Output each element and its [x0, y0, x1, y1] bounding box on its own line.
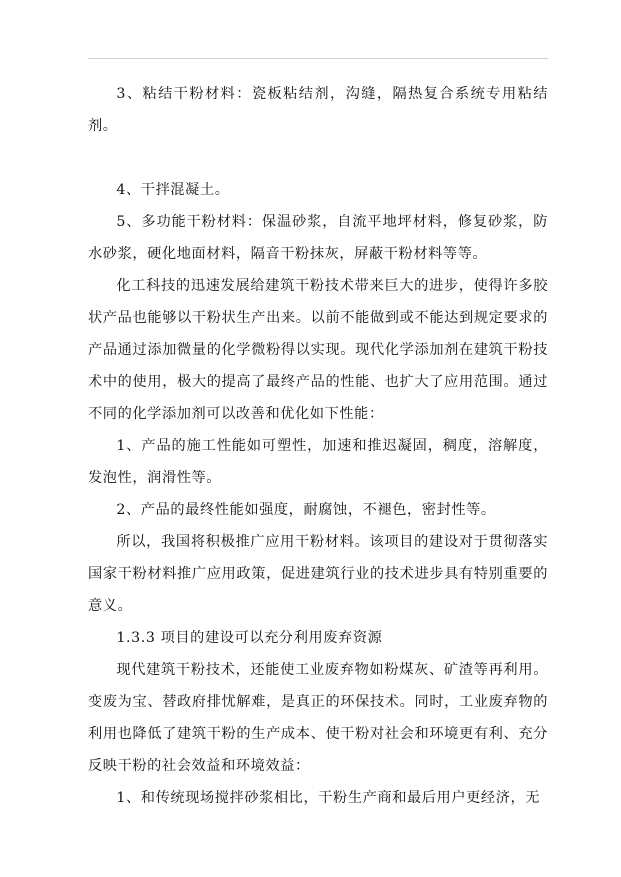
paragraph-chemical-tech: 化工科技的迅速发展给建筑干粉技术带来巨大的进步，使得许多胶状产品也能够以干粉状生产出来。以前不能做到或不能达到规定要求的产品通过添加微量的化学微粉得以实现。现代化学添加剂在建筑干粉技术中的使用，极大的提高了最终产品的性能、也扩大了应用范围。通过不同的化学添加剂可以改善和优化如下性能：: [88, 278, 548, 422]
paragraph-traditional-comparison: 1、和传统现场搅拌砂浆相比，干粉生产商和最后用户更经济，无: [116, 790, 541, 806]
paragraph-construction-performance: 1、产品的施工性能如可塑性，加速和推迟凝固，稠度，溶解度，发泡性，润滑性等。: [88, 438, 548, 486]
paragraph-waste-reuse: 现代建筑干粉技术，还能使工业废弃物如粉煤灰、矿渣等再利用。变废为宝、替政府排忧解难，是真正的环保技术。同时，工业废弃物的利用也降低了建筑干粉的生产成本、使干粉对社会和环境更有利、充分反映干粉的社会效益和环境效益：: [88, 662, 548, 774]
paragraph-bonding-materials: 3、粘结干粉材料：瓷板粘结剂，沟缝，隔热复合系统专用粘结剂。: [88, 86, 548, 134]
section-heading-1-3-3: 1.3.3 项目的建设可以充分利用废弃资源: [116, 630, 383, 646]
paragraph-final-performance: 2、产品的最终性能如强度，耐腐蚀，不褪色，密封性等。: [116, 502, 496, 518]
paragraph-dry-mix-concrete: 4、干拌混凝土。: [116, 182, 230, 198]
header-rule: [88, 58, 548, 59]
paragraph-promotion-policy: 所以，我国将积极推广应用干粉材料。该项目的建设对于贯彻落实国家干粉材料推广应用政策，促进建筑行业的技术进步具有特别重要的意义。: [88, 534, 548, 614]
document-body: [88, 78, 548, 814]
paragraph-multifunctional-materials: 5、多功能干粉材料：保温砂浆，自流平地坪材料，修复砂浆，防水砂浆，硬化地面材料，隔音干粉抹灰，屏蔽干粉材料等等。: [88, 214, 548, 262]
